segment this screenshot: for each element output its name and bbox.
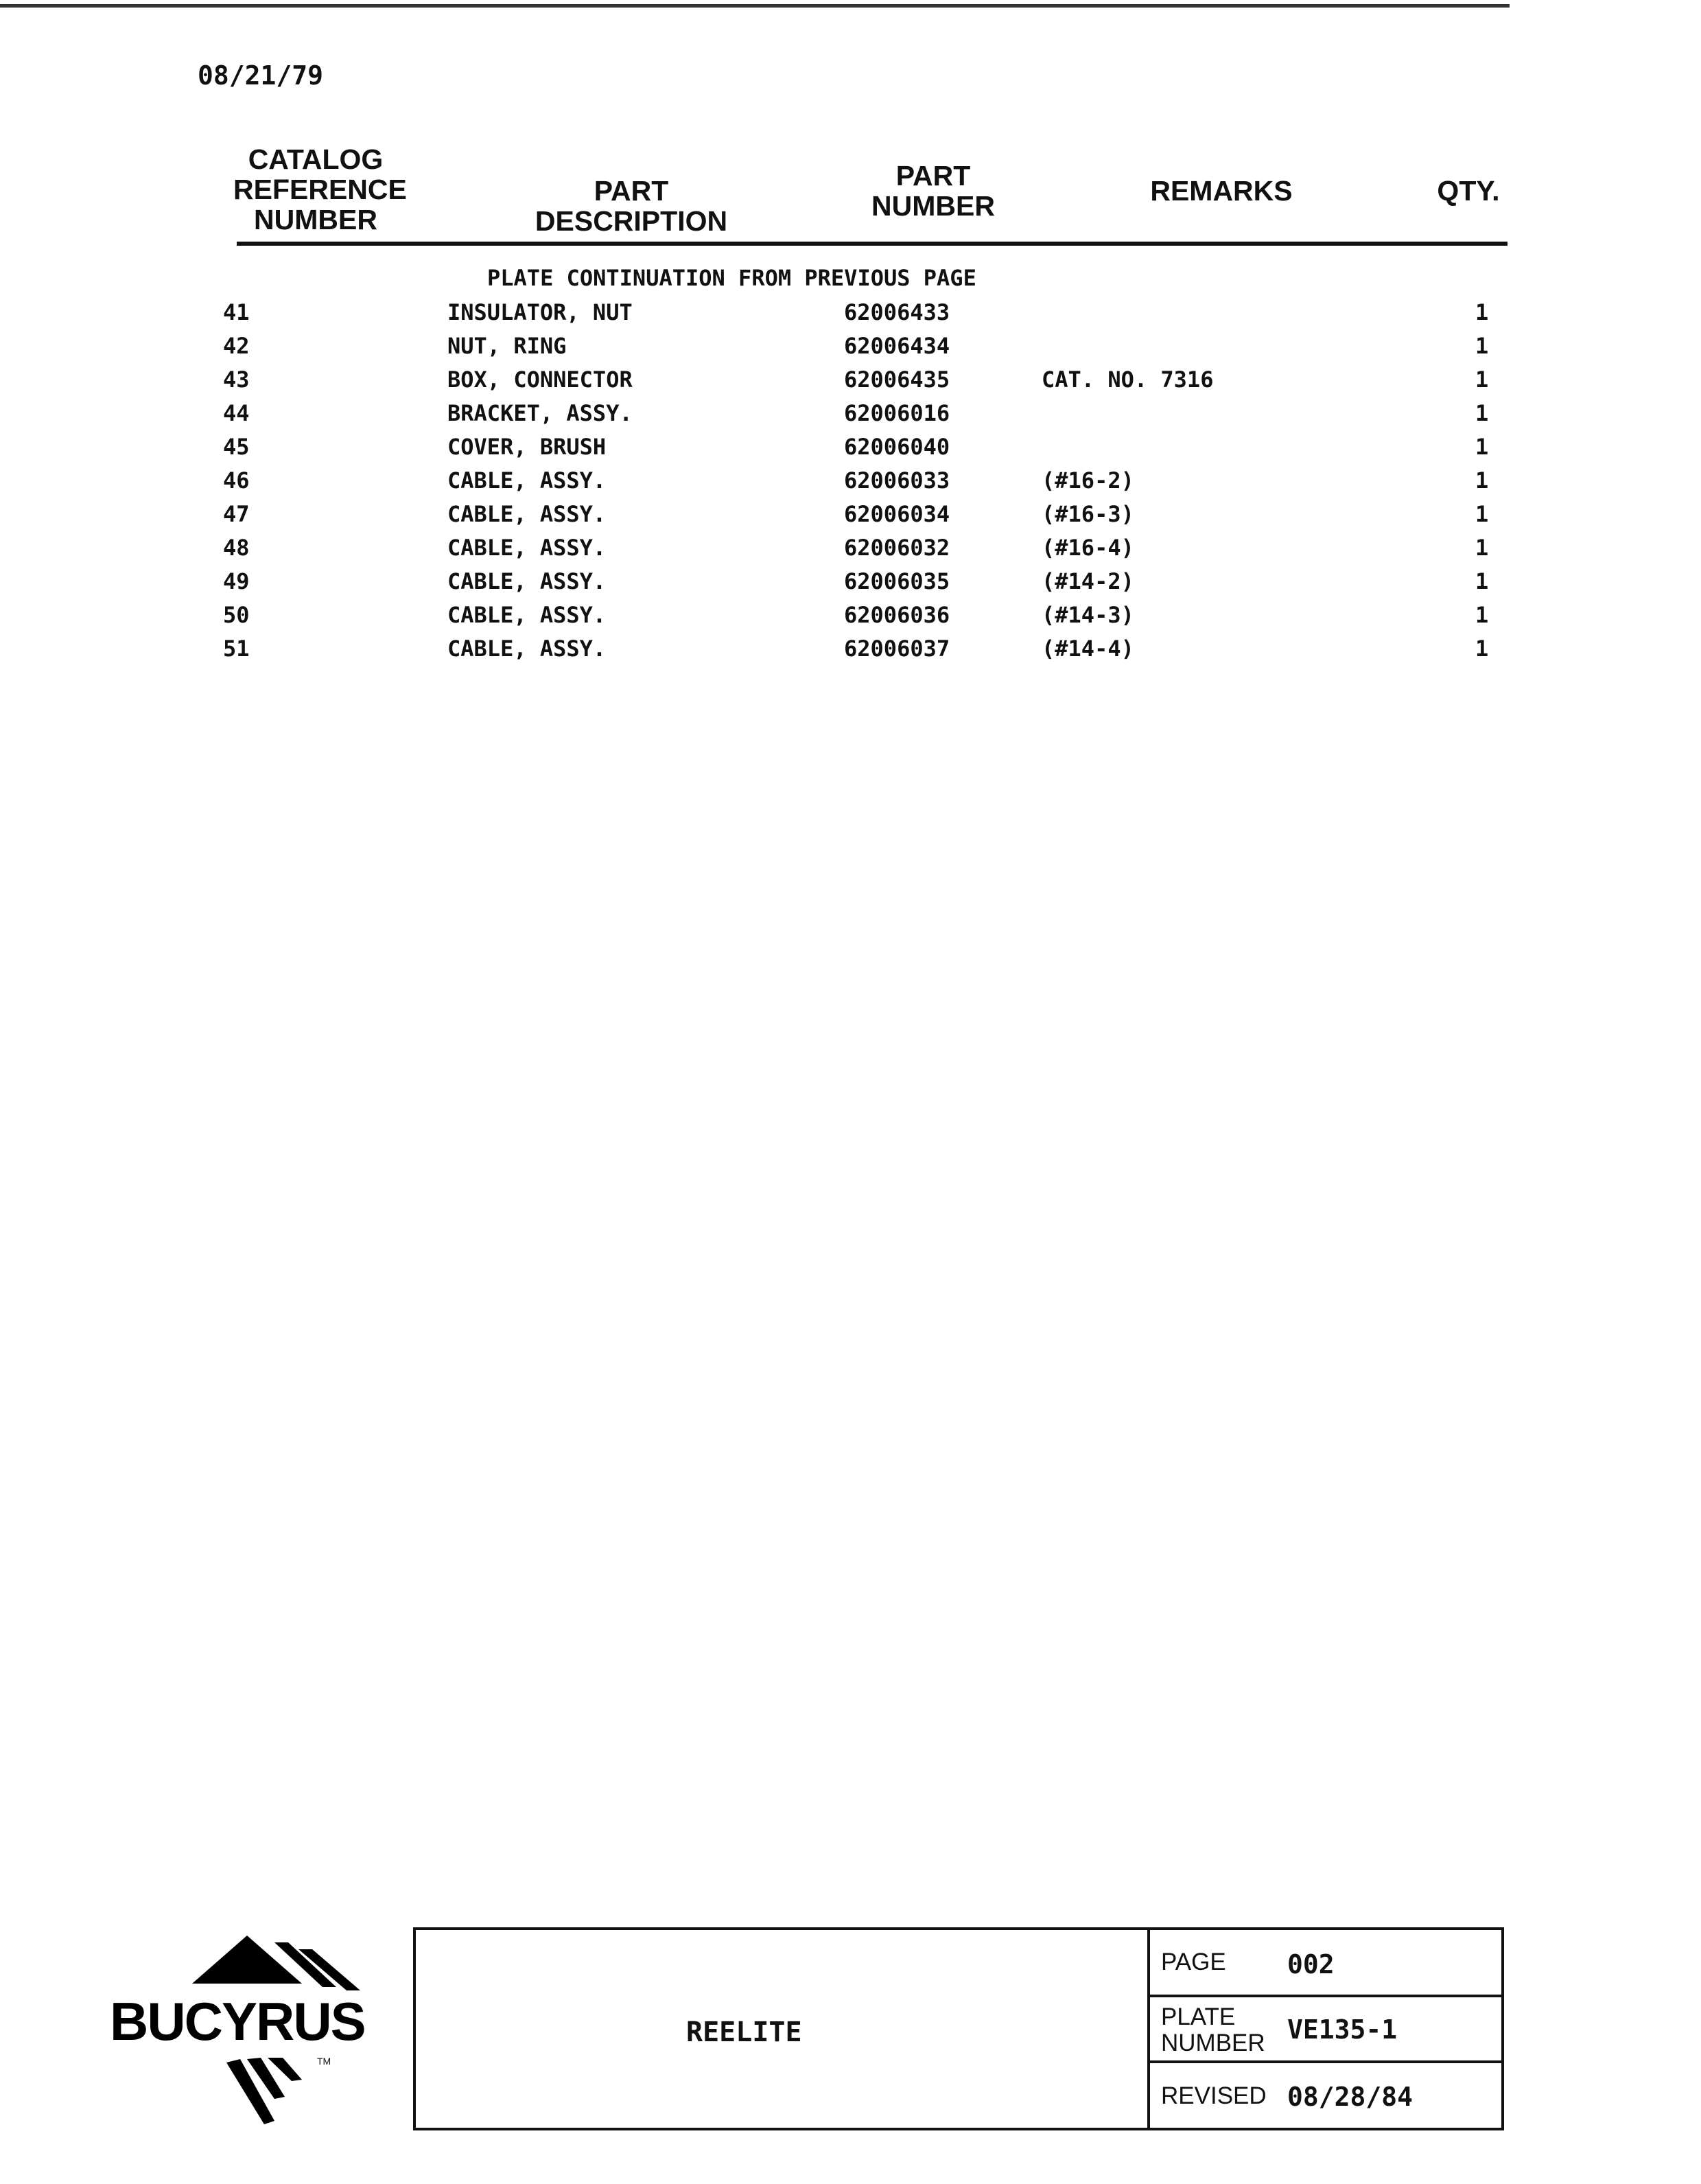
header-remarks: REMARKS <box>1150 175 1293 207</box>
catalog-ref-cell: 47 <box>223 501 250 527</box>
table-row <box>0 434 1701 467</box>
description-cell: BRACKET, ASSY. <box>447 400 633 426</box>
remarks-cell: (#14-2) <box>1042 568 1134 594</box>
qty-cell: 1 <box>1475 299 1489 325</box>
catalog-ref-cell: 48 <box>223 535 250 561</box>
plate-title: REELITE <box>686 2017 802 2048</box>
part-number-cell: 62006016 <box>844 400 950 426</box>
plate-number-value: VE135-1 <box>1287 2014 1398 2045</box>
part-number-cell: 62006032 <box>844 535 950 561</box>
header-part-description: PART DESCRIPTION <box>535 175 728 237</box>
remarks-cell: (#14-3) <box>1042 602 1134 628</box>
table-row <box>0 333 1701 366</box>
bucyrus-logo-text: BUCYRUS <box>110 1991 365 2052</box>
header-qty: QTY. <box>1437 175 1500 207</box>
qty-cell: 1 <box>1475 467 1489 493</box>
header-rule <box>237 242 1508 246</box>
qty-cell: 1 <box>1475 636 1489 662</box>
title-block-divider <box>1147 1927 1150 2130</box>
catalog-ref-cell: 44 <box>223 400 250 426</box>
part-number-cell: 62006040 <box>844 434 950 460</box>
part-number-cell: 62006433 <box>844 299 950 325</box>
part-number-cell: 62006035 <box>844 568 950 594</box>
qty-cell: 1 <box>1475 400 1489 426</box>
part-number-cell: 62006033 <box>844 467 950 493</box>
plate-number-label-line: NUMBER <box>1161 2030 1265 2056</box>
catalog-ref-cell: 45 <box>223 434 250 460</box>
table-row <box>0 467 1701 500</box>
qty-cell: 1 <box>1475 602 1489 628</box>
description-cell: CABLE, ASSY. <box>447 535 607 561</box>
header-catalog-ref-line: REFERENCE <box>233 174 407 205</box>
revised-label: REVISED <box>1161 2082 1267 2109</box>
table-row <box>0 535 1701 568</box>
remarks-cell: CAT. NO. 7316 <box>1042 367 1214 393</box>
table-row <box>0 636 1701 669</box>
revised-value: 08/28/84 <box>1287 2082 1413 2112</box>
continuation-note: PLATE CONTINUATION FROM PREVIOUS PAGE <box>487 265 976 291</box>
catalog-ref-cell: 49 <box>223 568 250 594</box>
page-label: PAGE <box>1161 1949 1226 1975</box>
print-date: 08/21/79 <box>198 60 324 91</box>
page-value: 002 <box>1287 1949 1335 1979</box>
qty-cell: 1 <box>1475 333 1489 359</box>
catalog-ref-cell: 50 <box>223 602 250 628</box>
qty-cell: 1 <box>1475 367 1489 393</box>
table-row <box>0 367 1701 399</box>
header-part-number-line: NUMBER <box>871 190 995 222</box>
plate-number-label-line: PLATE <box>1161 2003 1236 2030</box>
title-block-rule <box>1147 1995 1504 1997</box>
remarks-cell: (#16-3) <box>1042 501 1134 527</box>
catalog-ref-cell: 46 <box>223 467 250 493</box>
description-cell: INSULATOR, NUT <box>447 299 633 325</box>
table-row <box>0 602 1701 635</box>
part-number-cell: 62006434 <box>844 333 950 359</box>
header-part-number <box>858 161 1009 221</box>
header-part-number-line: PART <box>895 160 971 191</box>
table-row <box>0 400 1701 433</box>
remarks-cell: (#16-2) <box>1042 467 1134 493</box>
header-catalog-ref-line: NUMBER <box>254 204 377 235</box>
qty-cell: 1 <box>1475 535 1489 561</box>
part-number-cell: 62006036 <box>844 602 950 628</box>
scan-top-line <box>0 4 1510 8</box>
part-number-cell: 62006037 <box>844 636 950 662</box>
description-cell: BOX, CONNECTOR <box>447 367 633 393</box>
part-number-cell: 62006435 <box>844 367 950 393</box>
qty-cell: 1 <box>1475 434 1489 460</box>
catalog-ref-cell: 42 <box>223 333 250 359</box>
description-cell: CABLE, ASSY. <box>447 568 607 594</box>
qty-cell: 1 <box>1475 568 1489 594</box>
description-cell: CABLE, ASSY. <box>447 602 607 628</box>
description-cell: CABLE, ASSY. <box>447 636 607 662</box>
table-row <box>0 568 1701 601</box>
catalog-ref-cell: 43 <box>223 367 250 393</box>
table-row <box>0 299 1701 332</box>
title-block-rule <box>1147 2060 1504 2063</box>
remarks-cell: (#14-4) <box>1042 636 1134 662</box>
header-catalog-ref-line: CATALOG <box>248 143 384 175</box>
description-cell: NUT, RING <box>447 333 567 359</box>
description-cell: COVER, BRUSH <box>447 434 607 460</box>
trademark-mark: TM <box>317 2056 331 2067</box>
header-catalog-ref <box>233 143 407 235</box>
description-cell: CABLE, ASSY. <box>447 501 607 527</box>
table-row <box>0 501 1701 534</box>
part-number-cell: 62006034 <box>844 501 950 527</box>
description-cell: CABLE, ASSY. <box>447 467 607 493</box>
remarks-cell: (#16-4) <box>1042 535 1134 561</box>
catalog-ref-cell: 41 <box>223 299 250 325</box>
qty-cell: 1 <box>1475 501 1489 527</box>
plate-number-label <box>1161 2004 1265 2056</box>
catalog-ref-cell: 51 <box>223 636 250 662</box>
